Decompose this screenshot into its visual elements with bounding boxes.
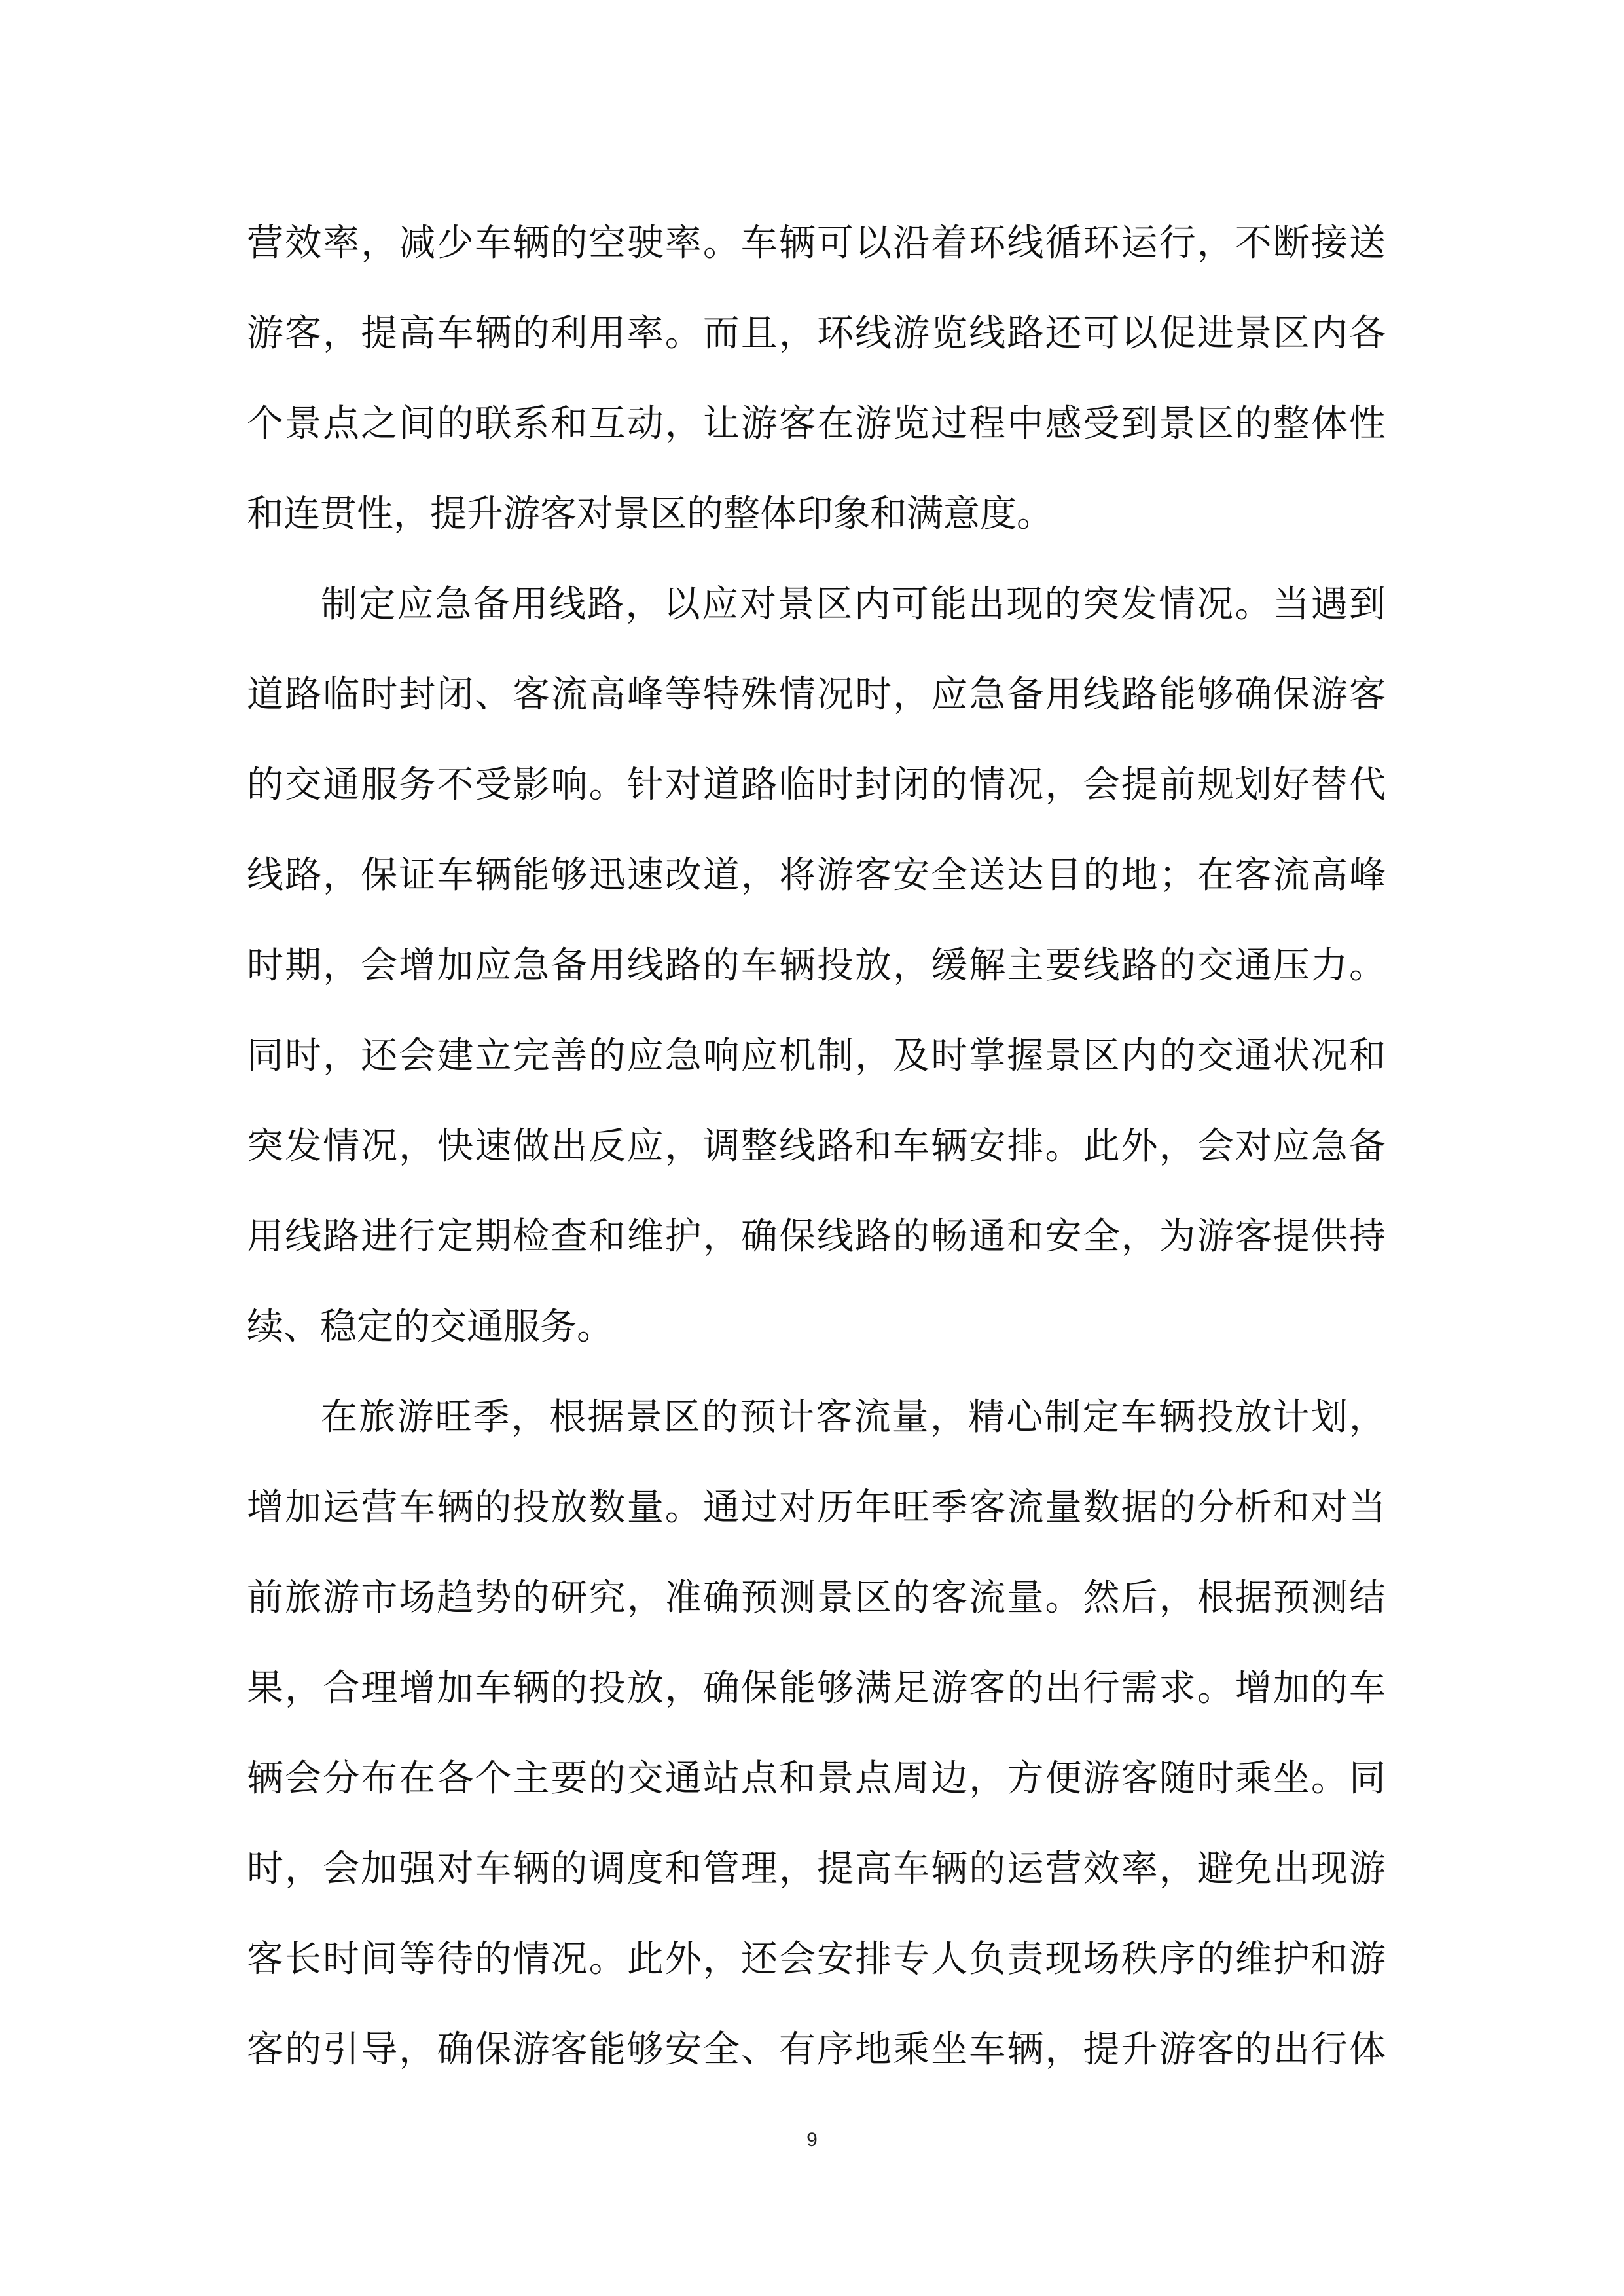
text-line: 辆会分布在各个主要的交通站点和景点周边，方便游客随时乘坐。同 — [247, 1757, 1386, 1800]
page-number: 9 — [806, 2129, 818, 2151]
text-line: 个景点之间的联系和互动，让游客在游览过程中感受到景区的整体性 — [247, 403, 1386, 445]
text-line: 客的引导，确保游客能够安全、有序地乘坐车辆，提升游客的出行体 — [247, 2028, 1386, 2071]
text-line: 时期，会增加应急备用线路的车辆投放，缓解主要线路的交通压力。 — [247, 944, 1386, 987]
text-line: 前旅游市场趋势的研究，准确预测景区的客流量。然后，根据预测结 — [247, 1577, 1386, 1619]
text-line: 在旅游旺季，根据景区的预计客流量，精心制定车辆投放计划， — [321, 1396, 1386, 1439]
text-line: 突发情况，快速做出反应，调整线路和车辆安排。此外，会对应急备 — [247, 1125, 1386, 1168]
text-line: 续、稳定的交通服务。 — [247, 1306, 613, 1348]
text-line: 营效率，减少车辆的空驶率。车辆可以沿着环线循环运行，不断接送 — [247, 222, 1386, 264]
text-line: 道路临时封闭、客流高峰等特殊情况时，应急备用线路能够确保游客 — [247, 673, 1386, 716]
text-line: 和连贯性，提升游客对景区的整体印象和满意度。 — [247, 493, 1053, 535]
text-line: 增加运营车辆的投放数量。通过对历年旺季客流量数据的分析和对当 — [247, 1486, 1386, 1529]
text-line: 的交通服务不受影响。针对道路临时封闭的情况，会提前规划好替代 — [247, 764, 1386, 806]
text-line: 游客，提高车辆的利用率。而且，环线游览线路还可以促进景区内各 — [247, 312, 1386, 355]
text-line: 制定应急备用线路，以应对景区内可能出现的突发情况。当遇到 — [321, 583, 1386, 626]
text-line: 时，会加强对车辆的调度和管理，提高车辆的运营效率，避免出现游 — [247, 1848, 1386, 1890]
text-line: 同时，还会建立完善的应急响应机制，及时掌握景区内的交通状况和 — [247, 1035, 1386, 1077]
text-line: 用线路进行定期检查和维护，确保线路的畅通和安全，为游客提供持 — [247, 1215, 1386, 1258]
text-line: 线路，保证车辆能够迅速改道，将游客安全送达目的地；在客流高峰 — [247, 854, 1386, 897]
text-line: 客长时间等待的情况。此外，还会安排专人负责现场秩序的维护和游 — [247, 1938, 1386, 1981]
text-line: 果，合理增加车辆的投放，确保能够满足游客的出行需求。增加的车 — [247, 1667, 1386, 1710]
